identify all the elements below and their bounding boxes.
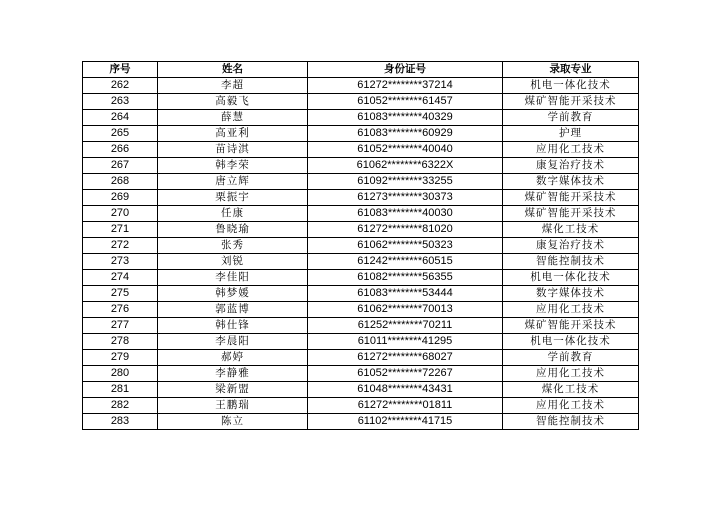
table-row [83, 270, 639, 286]
cell-serial-number: 267 [83, 158, 158, 174]
cell-serial-number: 272 [83, 238, 158, 254]
cell-major: 机电一体化技术 [503, 334, 639, 350]
table-row [83, 174, 639, 190]
cell-major: 应用化工技术 [503, 366, 639, 382]
header-name: 姓名 [158, 62, 308, 78]
cell-id-number: 61272********68027 [308, 350, 503, 366]
cell-serial-number: 281 [83, 382, 158, 398]
cell-serial-number: 280 [83, 366, 158, 382]
table-row [83, 142, 639, 158]
table-row [83, 94, 639, 110]
cell-major: 护理 [503, 126, 639, 142]
cell-id-number: 61052********61457 [308, 94, 503, 110]
cell-name: 韩李荣 [158, 158, 308, 174]
cell-name: 苗诗淇 [158, 142, 308, 158]
cell-serial-number: 277 [83, 318, 158, 334]
table-row [83, 222, 639, 238]
cell-name: 李静雅 [158, 366, 308, 382]
cell-name: 王鹏瑞 [158, 398, 308, 414]
cell-major: 数字媒体技术 [503, 174, 639, 190]
cell-name: 郭蓝博 [158, 302, 308, 318]
cell-id-number: 61082********56355 [308, 270, 503, 286]
cell-id-number: 61102********41715 [308, 414, 503, 430]
cell-id-number: 61048********43431 [308, 382, 503, 398]
cell-major: 数字媒体技术 [503, 286, 639, 302]
cell-major: 康复治疗技术 [503, 238, 639, 254]
cell-id-number: 61242********60515 [308, 254, 503, 270]
cell-name: 刘锐 [158, 254, 308, 270]
cell-name: 薛慧 [158, 110, 308, 126]
cell-id-number: 61272********37214 [308, 78, 503, 94]
cell-serial-number: 269 [83, 190, 158, 206]
cell-id-number: 61273********30373 [308, 190, 503, 206]
cell-id-number: 61083********53444 [308, 286, 503, 302]
table-row [83, 318, 639, 334]
table-row [83, 78, 639, 94]
table-row [83, 206, 639, 222]
table-row [83, 286, 639, 302]
cell-id-number: 61272********01811 [308, 398, 503, 414]
cell-id-number: 61052********40040 [308, 142, 503, 158]
cell-name: 高亚利 [158, 126, 308, 142]
cell-id-number: 61083********40030 [308, 206, 503, 222]
cell-name: 栗振宇 [158, 190, 308, 206]
header-id-number: 身份证号 [308, 62, 503, 78]
cell-major: 应用化工技术 [503, 302, 639, 318]
cell-major: 应用化工技术 [503, 142, 639, 158]
table-row [83, 302, 639, 318]
cell-serial-number: 279 [83, 350, 158, 366]
cell-serial-number: 263 [83, 94, 158, 110]
cell-id-number: 61011********41295 [308, 334, 503, 350]
cell-name: 韩梦媛 [158, 286, 308, 302]
table-row [83, 254, 639, 270]
cell-id-number: 61052********72267 [308, 366, 503, 382]
cell-major: 机电一体化技术 [503, 270, 639, 286]
cell-major: 煤化工技术 [503, 382, 639, 398]
cell-name: 李晨阳 [158, 334, 308, 350]
cell-id-number: 61062********50323 [308, 238, 503, 254]
cell-serial-number: 265 [83, 126, 158, 142]
cell-serial-number: 266 [83, 142, 158, 158]
cell-id-number: 61092********33255 [308, 174, 503, 190]
cell-name: 郝婷 [158, 350, 308, 366]
cell-id-number: 61062********70013 [308, 302, 503, 318]
table-row [83, 238, 639, 254]
cell-name: 李超 [158, 78, 308, 94]
cell-major: 煤矿智能开采技术 [503, 190, 639, 206]
table-row [83, 414, 639, 430]
cell-name: 李佳阳 [158, 270, 308, 286]
cell-serial-number: 268 [83, 174, 158, 190]
cell-major: 学前教育 [503, 110, 639, 126]
cell-id-number: 61083********40329 [308, 110, 503, 126]
cell-id-number: 61083********60929 [308, 126, 503, 142]
table-header-row [83, 62, 639, 78]
cell-major: 康复治疗技术 [503, 158, 639, 174]
cell-serial-number: 270 [83, 206, 158, 222]
cell-name: 任康 [158, 206, 308, 222]
cell-serial-number: 278 [83, 334, 158, 350]
cell-name: 唐立辉 [158, 174, 308, 190]
cell-name: 张秀 [158, 238, 308, 254]
cell-major: 煤矿智能开采技术 [503, 318, 639, 334]
cell-serial-number: 282 [83, 398, 158, 414]
cell-name: 陈立 [158, 414, 308, 430]
cell-major: 煤矿智能开采技术 [503, 94, 639, 110]
cell-serial-number: 264 [83, 110, 158, 126]
header-admitted-major: 录取专业 [503, 62, 639, 78]
cell-major: 智能控制技术 [503, 254, 639, 270]
table-row [83, 382, 639, 398]
table-row [83, 398, 639, 414]
admission-table [82, 61, 639, 430]
cell-name: 韩仕锋 [158, 318, 308, 334]
cell-major: 煤化工技术 [503, 222, 639, 238]
cell-serial-number: 273 [83, 254, 158, 270]
table-row [83, 366, 639, 382]
cell-serial-number: 271 [83, 222, 158, 238]
cell-serial-number: 283 [83, 414, 158, 430]
cell-name: 高毅飞 [158, 94, 308, 110]
cell-id-number: 61272********81020 [308, 222, 503, 238]
table-row [83, 190, 639, 206]
cell-name: 鲁晓瑜 [158, 222, 308, 238]
cell-name: 梁新盟 [158, 382, 308, 398]
table-row [83, 126, 639, 142]
cell-serial-number: 262 [83, 78, 158, 94]
cell-major: 机电一体化技术 [503, 78, 639, 94]
cell-major: 应用化工技术 [503, 398, 639, 414]
cell-serial-number: 276 [83, 302, 158, 318]
cell-id-number: 61252********70211 [308, 318, 503, 334]
cell-id-number: 61062********6322X [308, 158, 503, 174]
table-row [83, 350, 639, 366]
cell-serial-number: 274 [83, 270, 158, 286]
cell-major: 煤矿智能开采技术 [503, 206, 639, 222]
cell-serial-number: 275 [83, 286, 158, 302]
table-row [83, 110, 639, 126]
header-serial-number: 序号 [83, 62, 158, 78]
table-row [83, 158, 639, 174]
cell-major: 学前教育 [503, 350, 639, 366]
cell-major: 智能控制技术 [503, 414, 639, 430]
table-row [83, 334, 639, 350]
